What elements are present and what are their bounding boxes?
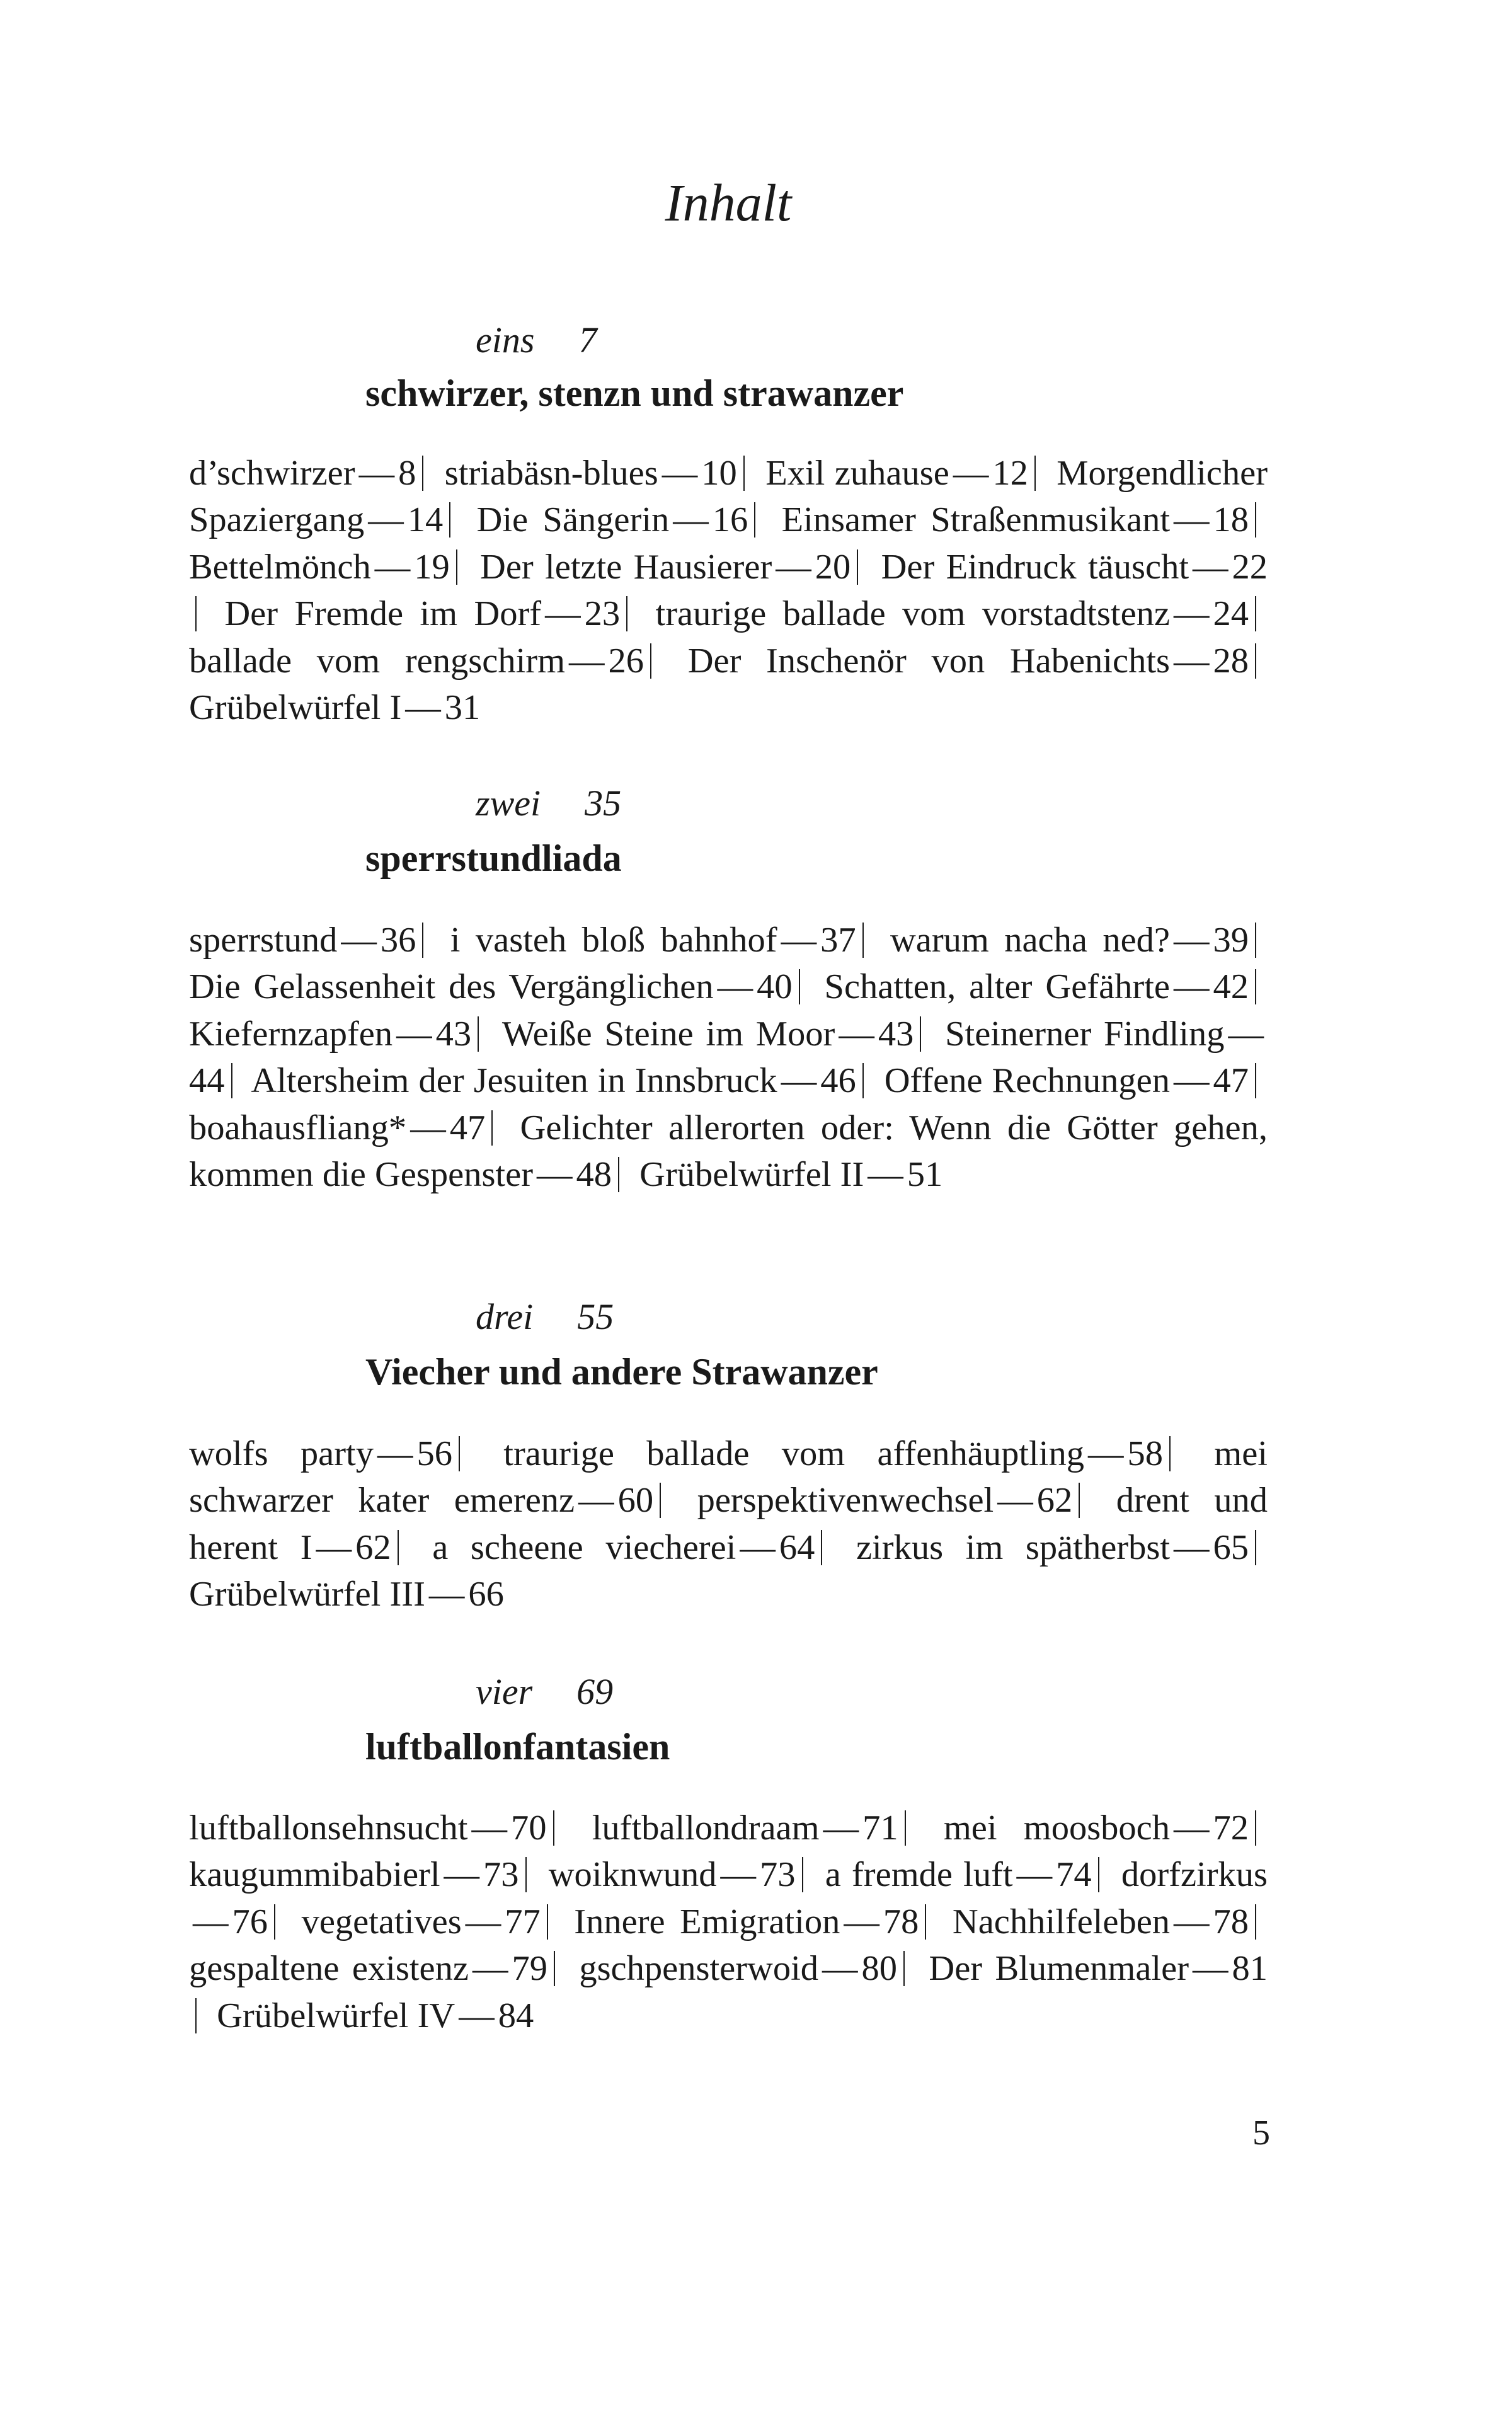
entry-title: luftballondraam xyxy=(592,1808,820,1848)
entry-title: Der Fremde im Dorf xyxy=(224,594,542,634)
entry-title: vegetatives xyxy=(301,1902,462,1941)
entry-page: 66 xyxy=(468,1575,504,1614)
entry-separator xyxy=(626,596,627,631)
entry-dash: — xyxy=(1174,500,1210,540)
entry-title: kaugummibabierl xyxy=(189,1855,440,1895)
entry-title: Die Gelassenheit des Vergänglichen xyxy=(189,967,714,1007)
entry-dash: — xyxy=(471,1808,508,1848)
toc-entry[interactable] xyxy=(885,1061,1249,1100)
entry-page: 43 xyxy=(878,1014,914,1054)
entry-dash: — xyxy=(396,1014,432,1054)
entry-separator xyxy=(903,1951,905,1986)
entry-dash: — xyxy=(578,1481,614,1521)
entry-title: Die Sängerin xyxy=(476,500,670,540)
entry-separator xyxy=(553,1810,554,1846)
toc-entry[interactable] xyxy=(480,548,850,587)
entry-title: Der letzte Hausierer xyxy=(480,547,772,587)
entry-title: Kiefernzapfen xyxy=(189,1014,393,1054)
entry-dash: — xyxy=(776,547,811,587)
section-page: 69 xyxy=(576,1671,614,1712)
entry-page: 16 xyxy=(712,500,748,540)
entry-page: 56 xyxy=(416,1434,452,1473)
entry-dash: — xyxy=(545,594,581,634)
section-heading: sperrstundliada xyxy=(365,837,622,879)
entry-separator xyxy=(862,923,864,958)
entry-separator xyxy=(1255,1904,1256,1940)
entry-title: Grübelwürfel III xyxy=(189,1575,425,1614)
entry-separator xyxy=(1034,456,1036,491)
entry-page: 44 xyxy=(189,1061,225,1101)
entry-dash: — xyxy=(823,1808,859,1848)
toc-entry[interactable] xyxy=(502,1015,914,1054)
entry-dash: — xyxy=(428,1575,465,1614)
entry-page: 79 xyxy=(512,1949,547,1989)
entry-title: zirkus im spätherbst xyxy=(856,1527,1171,1567)
section-number-line xyxy=(476,781,621,825)
section-heading: Viecher und andere Strawanzer xyxy=(365,1351,878,1393)
section-page: 7 xyxy=(578,319,597,360)
toc-entry[interactable] xyxy=(656,594,1249,633)
section-page: 55 xyxy=(577,1296,614,1337)
entry-separator xyxy=(650,643,651,679)
toc-entry[interactable] xyxy=(477,500,748,539)
entry-separator xyxy=(554,1951,555,1986)
entry-separator xyxy=(925,1904,926,1940)
entry-page: 62 xyxy=(355,1527,391,1567)
entry-separator xyxy=(1098,1857,1099,1892)
entry-dash: — xyxy=(444,1855,480,1895)
entry-title: wolfs party xyxy=(189,1434,374,1473)
toc-entry[interactable] xyxy=(189,1575,504,1614)
entry-page: 18 xyxy=(1213,500,1249,540)
entry-separator xyxy=(821,1530,822,1565)
entry-dash: — xyxy=(1174,1808,1210,1848)
entry-separator xyxy=(1169,1436,1171,1471)
entry-page: 42 xyxy=(1213,967,1249,1007)
entry-title: Der Blumenmaler xyxy=(929,1949,1189,1989)
toc-entry[interactable] xyxy=(688,641,1249,681)
entry-page: 47 xyxy=(1213,1061,1249,1101)
toc-entry[interactable] xyxy=(189,1855,519,1894)
entry-separator xyxy=(422,456,423,491)
section-entries xyxy=(189,917,1268,1198)
entry-dash: — xyxy=(868,1155,903,1195)
toc-entry[interactable] xyxy=(944,1808,1249,1848)
entry-dash: — xyxy=(997,1481,1033,1521)
entry-title: ballade vom rengschirm xyxy=(189,641,566,681)
entry-dash: — xyxy=(1174,594,1210,634)
entry-dash: — xyxy=(673,500,709,540)
entry-title: Steinerner Findling xyxy=(945,1014,1225,1054)
toc-entry[interactable] xyxy=(450,921,856,960)
entry-dash: — xyxy=(1016,1855,1053,1895)
entry-dash: — xyxy=(1087,1434,1124,1473)
entry-dash: — xyxy=(1174,1061,1210,1101)
entry-separator xyxy=(799,969,800,1004)
entry-separator xyxy=(618,1157,619,1192)
toc-entry[interactable] xyxy=(856,1528,1249,1567)
toc-entry[interactable] xyxy=(189,688,480,727)
entry-dash: — xyxy=(839,1014,874,1054)
entry-dash: — xyxy=(1174,967,1210,1007)
entry-dash: — xyxy=(405,688,441,728)
entry-separator xyxy=(274,1904,275,1940)
entry-title: Morgendlicher Spaziergang xyxy=(189,454,1268,540)
entry-separator xyxy=(1255,596,1256,631)
toc-entry[interactable] xyxy=(217,1996,534,2035)
entry-separator xyxy=(422,923,423,958)
entry-separator xyxy=(1255,502,1256,538)
entry-page: 58 xyxy=(1127,1434,1163,1473)
toc-entry[interactable] xyxy=(189,454,416,493)
section-label: vier xyxy=(476,1671,533,1712)
entry-dash: — xyxy=(569,641,605,681)
toc-entry[interactable] xyxy=(189,1949,547,1988)
section-page: 35 xyxy=(585,783,622,824)
entry-separator xyxy=(1255,923,1256,958)
entry-page: 65 xyxy=(1213,1527,1249,1567)
entry-separator xyxy=(1079,1483,1080,1518)
entry-dash: — xyxy=(368,500,404,540)
entry-separator xyxy=(743,456,745,491)
entry-dash: — xyxy=(1174,921,1210,960)
entry-title: Der Eindruck täuscht xyxy=(881,547,1189,587)
toc-entry[interactable] xyxy=(881,548,1268,587)
entry-title: woiknwund xyxy=(548,1855,717,1895)
entry-title: warum nacha ned? xyxy=(890,921,1171,960)
toc-entry[interactable] xyxy=(503,1434,1163,1473)
toc-entry[interactable] xyxy=(890,921,1249,960)
entry-page: 73 xyxy=(760,1855,796,1895)
entry-title: drent und herent I xyxy=(189,1481,1268,1567)
entry-page: 78 xyxy=(1213,1902,1249,1941)
entry-separator xyxy=(491,1110,493,1146)
entry-page: 10 xyxy=(701,454,737,493)
toc-entry[interactable] xyxy=(302,1902,541,1941)
entry-page: 40 xyxy=(757,967,793,1007)
entry-page: 64 xyxy=(779,1527,815,1567)
entry-dash: — xyxy=(316,1527,352,1567)
section-entries xyxy=(189,1430,1268,1618)
entry-page: 23 xyxy=(584,594,621,634)
entry-dash: — xyxy=(358,454,395,493)
toc-title-text: Inhalt xyxy=(665,174,792,233)
entry-page: 24 xyxy=(1213,594,1249,634)
entry-separator xyxy=(449,502,450,538)
section-label: eins xyxy=(476,319,535,360)
entry-page: 60 xyxy=(617,1481,654,1521)
entry-separator xyxy=(195,596,197,631)
entry-page: 62 xyxy=(1036,1481,1073,1521)
section-number-line xyxy=(476,1670,613,1714)
entry-dash: — xyxy=(341,921,377,960)
entry-page: 12 xyxy=(992,454,1028,493)
entry-title: gschpensterwoid xyxy=(579,1949,819,1989)
toc-entry[interactable] xyxy=(592,1808,898,1848)
toc-entry[interactable] xyxy=(929,1949,1268,1988)
entry-dash: — xyxy=(662,454,698,493)
section-number-line xyxy=(476,318,597,362)
toc-entry[interactable] xyxy=(189,1808,547,1848)
entry-separator xyxy=(195,1998,197,2033)
entry-title: a fremde luft xyxy=(825,1855,1013,1895)
entry-title: Offene Rechnungen xyxy=(884,1061,1171,1101)
entry-page: 84 xyxy=(498,1996,534,2035)
entry-title: Innere Emigration xyxy=(574,1902,840,1941)
toc-entry[interactable] xyxy=(825,967,1249,1006)
entry-title: traurige ballade vom vorstadtstenz xyxy=(655,594,1170,634)
entry-page: 77 xyxy=(505,1902,541,1941)
entry-dash: — xyxy=(537,1155,573,1195)
entry-dash: — xyxy=(953,454,989,493)
section-heading: schwirzer, stenzn und strawanzer xyxy=(365,372,904,414)
entry-page: 22 xyxy=(1232,547,1268,587)
entry-title: Grübelwürfel IV xyxy=(217,1996,455,2035)
entry-separator xyxy=(905,1810,906,1846)
entry-title: striabäsn-blues xyxy=(444,454,658,493)
entry-dash: — xyxy=(465,1902,501,1941)
entry-title: mei moosboch xyxy=(943,1808,1171,1848)
toc-entry[interactable] xyxy=(697,1481,1073,1520)
entry-separator xyxy=(459,1436,460,1471)
entry-title: Grübelwürfel II xyxy=(639,1155,864,1195)
entry-page: 31 xyxy=(444,688,481,728)
entry-dash: — xyxy=(740,1527,776,1567)
entry-dash: — xyxy=(193,1902,229,1941)
entry-page: 36 xyxy=(380,921,416,960)
entry-dash: — xyxy=(459,1996,495,2035)
toc-entry[interactable] xyxy=(782,500,1249,539)
entry-page: 14 xyxy=(407,500,444,540)
entry-title: a scheene viecherei xyxy=(432,1527,736,1567)
section-entries xyxy=(189,1805,1268,2039)
entry-title: Der Inschenör von Habenichts xyxy=(687,641,1171,681)
entry-separator xyxy=(754,502,755,538)
entry-separator xyxy=(547,1904,548,1940)
entry-page: 74 xyxy=(1056,1855,1092,1895)
entry-separator xyxy=(478,1016,479,1052)
section-label: drei xyxy=(476,1296,534,1337)
entry-title: Exil zuhause xyxy=(765,454,949,493)
entry-separator xyxy=(862,1063,864,1098)
toc-entry[interactable] xyxy=(825,1855,1092,1894)
entry-separator xyxy=(802,1857,803,1892)
toc-entry[interactable] xyxy=(579,1949,897,1988)
entry-dash: — xyxy=(374,547,411,587)
page-number: 5 xyxy=(1252,2113,1270,2153)
entry-page: 51 xyxy=(907,1155,943,1195)
entry-page: 19 xyxy=(414,547,450,587)
entry-dash: — xyxy=(1193,1949,1228,1989)
entry-title: d’schwirzer xyxy=(189,454,355,493)
entry-separator xyxy=(660,1483,661,1518)
section-heading: luftballonfantasien xyxy=(365,1726,670,1768)
entry-page: 73 xyxy=(483,1855,519,1895)
entry-title: mei schwarzer kater emerenz xyxy=(189,1434,1268,1521)
entry-dash: — xyxy=(1193,547,1228,587)
toc-entry[interactable] xyxy=(639,1155,942,1194)
toc-entry[interactable] xyxy=(432,1528,815,1567)
toc-entry[interactable] xyxy=(765,454,1028,493)
toc-entry[interactable] xyxy=(189,1434,452,1473)
toc-entry[interactable] xyxy=(189,641,644,681)
entry-dash: — xyxy=(717,967,753,1007)
entry-separator xyxy=(398,1530,399,1565)
entry-page: 70 xyxy=(511,1808,547,1848)
entry-separator xyxy=(857,549,858,585)
entry-dash: — xyxy=(844,1902,879,1941)
entry-dash: — xyxy=(1174,1527,1210,1567)
entry-dash: — xyxy=(822,1949,858,1989)
entry-separator xyxy=(456,549,457,585)
entry-title: perspektivenwechsel xyxy=(697,1481,994,1521)
entry-dash: — xyxy=(720,1855,757,1895)
entry-title: Nachhilfeleben xyxy=(952,1902,1171,1941)
entry-dash: — xyxy=(1174,641,1210,681)
entry-title: i vasteh bloß bahnhof xyxy=(450,921,777,960)
entry-separator xyxy=(1255,969,1256,1004)
entry-page: 26 xyxy=(608,641,644,681)
entry-separator xyxy=(1255,643,1256,679)
entry-page: 46 xyxy=(820,1061,856,1101)
entry-dash: — xyxy=(781,1061,817,1101)
entry-separator xyxy=(1255,1063,1256,1098)
entry-title: Weiße Steine im Moor xyxy=(501,1014,835,1054)
toc-entry[interactable] xyxy=(189,1108,485,1147)
toc-entry[interactable] xyxy=(549,1855,796,1894)
section-label: zwei xyxy=(476,783,541,824)
entry-title: Grübelwürfel I xyxy=(189,688,402,728)
entry-title: Bettelmönch xyxy=(189,547,371,587)
entry-title: dorfzirkus xyxy=(1121,1855,1268,1895)
entry-dash: — xyxy=(781,921,817,960)
entry-dash: — xyxy=(377,1434,413,1473)
toc-entry[interactable] xyxy=(189,548,450,587)
entry-dash: — xyxy=(1228,1014,1264,1054)
entry-page: 8 xyxy=(398,454,416,493)
entry-page: 48 xyxy=(576,1155,612,1195)
entry-title: Altersheim der Jesuiten in Innsbruck xyxy=(251,1061,777,1101)
section-number-line xyxy=(476,1295,614,1339)
entry-page: 72 xyxy=(1213,1808,1249,1848)
entry-title: boahausfliang* xyxy=(189,1108,407,1147)
toc-title xyxy=(0,169,1512,238)
entry-page: 47 xyxy=(449,1108,486,1147)
entry-page: 71 xyxy=(862,1808,898,1848)
entry-title: luftballonsehnsucht xyxy=(189,1808,468,1848)
toc-entry[interactable] xyxy=(574,1902,919,1941)
entry-separator xyxy=(1255,1530,1256,1565)
toc-entry[interactable] xyxy=(224,594,620,633)
toc-entry[interactable] xyxy=(189,921,416,960)
toc-entry[interactable] xyxy=(251,1061,856,1100)
entry-separator xyxy=(231,1063,232,1098)
toc-entry[interactable] xyxy=(189,967,793,1006)
entry-page: 80 xyxy=(861,1949,898,1989)
entry-separator xyxy=(1255,1810,1256,1846)
entry-title: Gelichter allerorten oder: Wenn die Götter gehen, kommen die Gespenster xyxy=(189,1108,1268,1195)
entry-title: sperrstund xyxy=(189,921,338,960)
entry-title: Einsamer Straßenmusikant xyxy=(781,500,1171,540)
entry-page: 81 xyxy=(1232,1949,1268,1989)
entry-separator xyxy=(920,1016,921,1052)
entry-page: 37 xyxy=(820,921,856,960)
toc-entry[interactable] xyxy=(953,1902,1249,1941)
entry-page: 28 xyxy=(1213,641,1249,681)
entry-title: gespaltene existenz xyxy=(189,1949,469,1989)
entry-separator xyxy=(525,1857,527,1892)
entry-dash: — xyxy=(410,1108,446,1147)
entry-dash: — xyxy=(1174,1902,1210,1941)
entry-title: traurige ballade vom affenhäuptling xyxy=(503,1434,1084,1473)
entry-dash: — xyxy=(472,1949,508,1989)
entry-page: 43 xyxy=(435,1014,472,1054)
toc-entry[interactable] xyxy=(189,1015,471,1054)
entry-page: 20 xyxy=(815,547,851,587)
section-entries xyxy=(189,450,1268,731)
entry-page: 78 xyxy=(883,1902,919,1941)
entry-page: 39 xyxy=(1213,921,1249,960)
entry-page: 76 xyxy=(232,1902,268,1941)
toc-entry[interactable] xyxy=(445,454,737,493)
entry-title: Schatten, alter Gefährte xyxy=(824,967,1171,1007)
